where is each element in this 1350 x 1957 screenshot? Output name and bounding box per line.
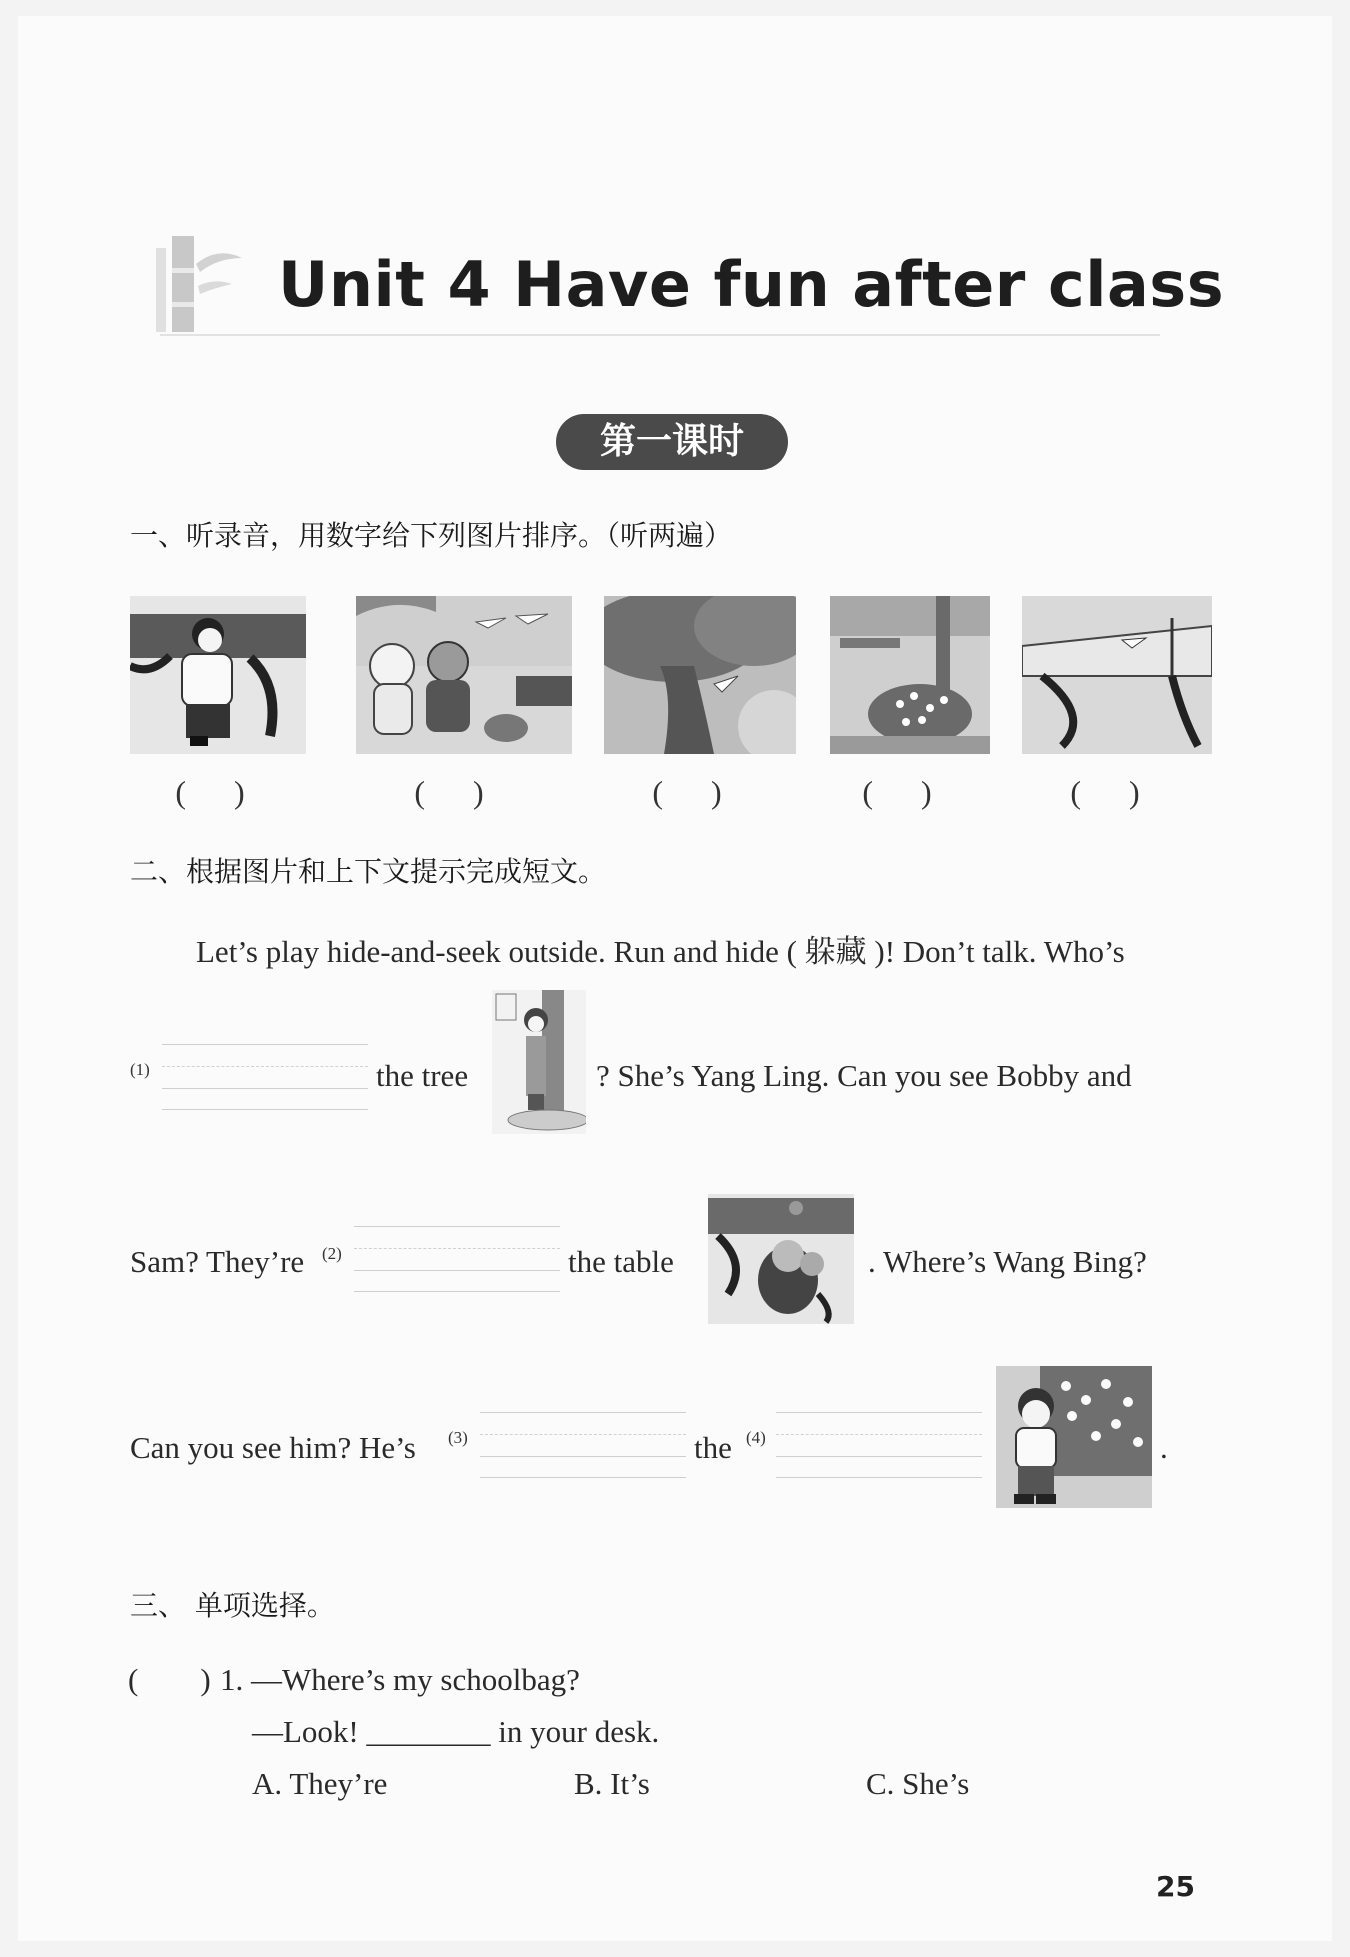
answer-parentheses-1[interactable]: ( ) — [175, 774, 245, 810]
picture-boy-behind-flowers — [996, 1366, 1152, 1508]
picture-table-paper-plane — [1022, 596, 1212, 754]
section1-heading: 一、听录音，用数字给下列图片排序。（听两遍） — [130, 519, 733, 552]
picture-park-bushes — [830, 596, 990, 754]
blank-number-1: (1) — [130, 1060, 150, 1079]
passage-period: . — [1160, 1430, 1168, 1465]
blank-4-writing-lines[interactable] — [776, 1412, 982, 1478]
q1-option-b[interactable]: B. It’s — [574, 1766, 650, 1801]
bamboo-decoration-icon — [138, 228, 248, 338]
passage-line-4-a: Can you see him? He’s — [130, 1430, 416, 1465]
answer-parentheses-3[interactable]: ( ) — [652, 774, 722, 810]
blank-number-3: (3) — [448, 1428, 468, 1447]
passage-line-3-c: . Where’s Wang Bing? — [868, 1244, 1147, 1279]
q1-option-c[interactable]: C. She’s — [866, 1766, 970, 1801]
q1-line-2: —Look! ________ in your desk. — [252, 1714, 660, 1749]
q1-option-a[interactable]: A. They’re — [252, 1766, 388, 1801]
blank-number-4: (4) — [746, 1428, 766, 1447]
section2-heading: 二、根据图片和上下文提示完成短文。 — [130, 855, 607, 888]
passage-line-4-b: the — [694, 1430, 732, 1465]
passage-line-1: Let’s play hide-and-seek outside. Run and hide ( 躲藏 )! Don’t talk. Who’s — [196, 934, 1125, 969]
answer-parentheses-4[interactable]: ( ) — [862, 774, 932, 810]
picture-animals-under-table — [708, 1194, 854, 1324]
q1-answer-parentheses[interactable]: ( ) — [128, 1662, 211, 1697]
blank-1-writing-lines[interactable] — [162, 1044, 368, 1110]
passage-line-3-b: the table — [568, 1244, 674, 1279]
title-divider — [160, 334, 1160, 336]
blank-2-writing-lines[interactable] — [354, 1226, 560, 1292]
answer-parentheses-5[interactable]: ( ) — [1070, 774, 1140, 810]
answer-parentheses-2[interactable]: ( ) — [414, 774, 484, 810]
picture-girl-behind-tree — [492, 990, 586, 1134]
picture-animals-paper-planes — [356, 596, 572, 754]
passage-line-2-b: ? She’s Yang Ling. Can you see Bobby and — [596, 1058, 1132, 1093]
blank-3-writing-lines[interactable] — [480, 1412, 686, 1478]
unit-title: Unit 4 Have fun after class — [278, 248, 1225, 321]
q1-stem: 1. —Where’s my schoolbag? — [220, 1662, 580, 1697]
passage-line-2-a: the tree — [376, 1058, 469, 1093]
blank-number-2: (2) — [322, 1244, 342, 1263]
page-number: 25 — [1156, 1870, 1195, 1903]
picture-boy-under-table — [130, 596, 306, 754]
picture-tree-paper-plane — [604, 596, 796, 754]
lesson-badge: 第一课时 — [556, 414, 788, 470]
section3-heading: 三、 单项选择。 — [130, 1589, 335, 1622]
passage-line-3-a: Sam? They’re — [130, 1244, 305, 1279]
